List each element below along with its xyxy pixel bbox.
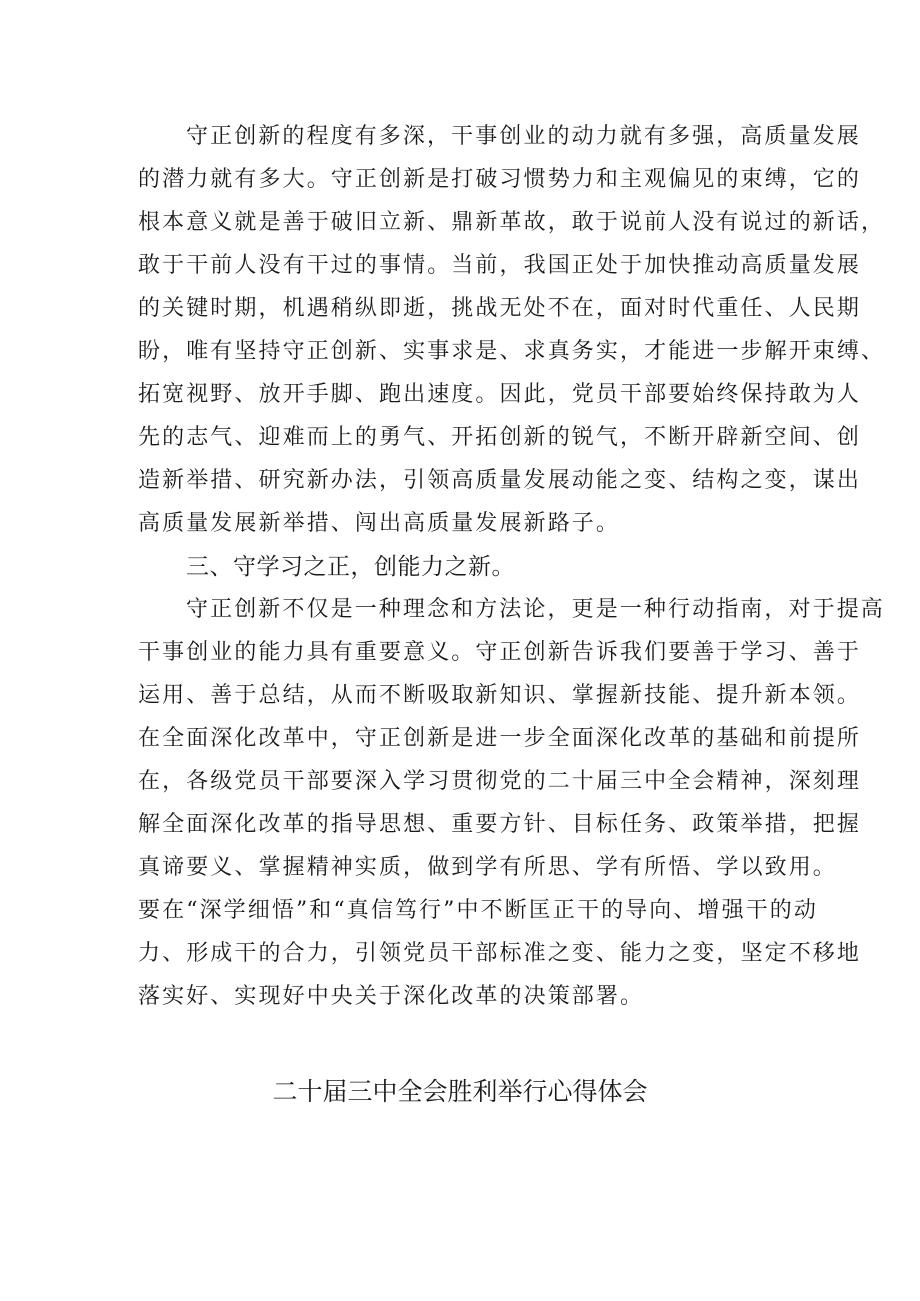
paragraph-1 bbox=[138, 115, 886, 545]
paragraph-1-line: 的关键时期，机遇稍纵即逝，挑战无处不在，面对时代重任、人民期 bbox=[138, 296, 862, 321]
paragraph-1-line: 守正创新的程度有多深，干事创业的动力就有多强，高质量发展 bbox=[186, 124, 861, 149]
paragraph-1-line: 先的志气、迎难而上的勇气、开拓创新的锐气，不断开辟新空间、创 bbox=[138, 425, 862, 450]
document-title: 二十届三中全会胜利举行心得体会 bbox=[272, 1077, 648, 1106]
paragraph-1-line: 根本意义就是善于破旧立新、鼎新革故，敢于说前人没有说过的新话， bbox=[138, 210, 886, 235]
paragraph-2-line: 真谛要义、掌握精神实质，做到学有所思、学有所悟、学以致用。 bbox=[138, 855, 837, 880]
paragraph-2-line: 力、形成干的合力，引领党员干部标准之变、能力之变，坚定不移地 bbox=[138, 941, 862, 966]
paragraph-2-line: 解全面深化改革的指导思想、重要方针、目标任务、政策举措，把握 bbox=[138, 812, 862, 837]
paragraph-2-line: 落实好、实现好中央关于深化改革的决策部署。 bbox=[138, 984, 645, 1009]
paragraph-1-line: 造新举措、研究新办法，引领高质量发展动能之变、结构之变，谋出 bbox=[138, 468, 862, 493]
section-heading: 三、守学习之正，创能力之新。 bbox=[186, 554, 515, 580]
paragraph-2-line: 守正创新不仅是一种理念和方法论，更是一种行动指南，对于提高 bbox=[186, 597, 885, 622]
paragraph-1-line: 盼，唯有坚持守正创新、实事求是、求真务实，才能进一步解开束缚、 bbox=[138, 339, 886, 364]
paragraph-2-line: 要在“深学细悟”和“真信笃行”中不断匡正干的导向、增强干的动 bbox=[138, 898, 818, 923]
paragraph-1-line: 拓宽视野、放开手脚、跑出速度。因此，党员干部要始终保持敢为人 bbox=[138, 382, 862, 407]
paragraph-2-line: 在全面深化改革中，守正创新是进一步全面深化改革的基础和前提所 bbox=[138, 726, 862, 751]
paragraph-2-line: 在，各级党员干部要深入学习贯彻党的二十届三中全会精神，深刻理 bbox=[138, 769, 862, 794]
paragraph-2 bbox=[138, 588, 885, 1018]
paragraph-1-line: 敢于干前人没有干过的事情。当前，我国正处于加快推动高质量发展 bbox=[138, 253, 862, 278]
paragraph-2-line: 运用、善于总结，从而不断吸取新知识、掌握新技能、提升新本领。 bbox=[138, 683, 862, 708]
paragraph-1-line: 的潜力就有多大。守正创新是打破习惯势力和主观偏见的束缚，它的 bbox=[138, 167, 862, 192]
paragraph-1-line: 高质量发展新举措、闯出高质量发展新路子。 bbox=[138, 511, 621, 536]
paragraph-2-line: 干事创业的能力具有重要意义。守正创新告诉我们要善于学习、善于 bbox=[138, 640, 862, 665]
